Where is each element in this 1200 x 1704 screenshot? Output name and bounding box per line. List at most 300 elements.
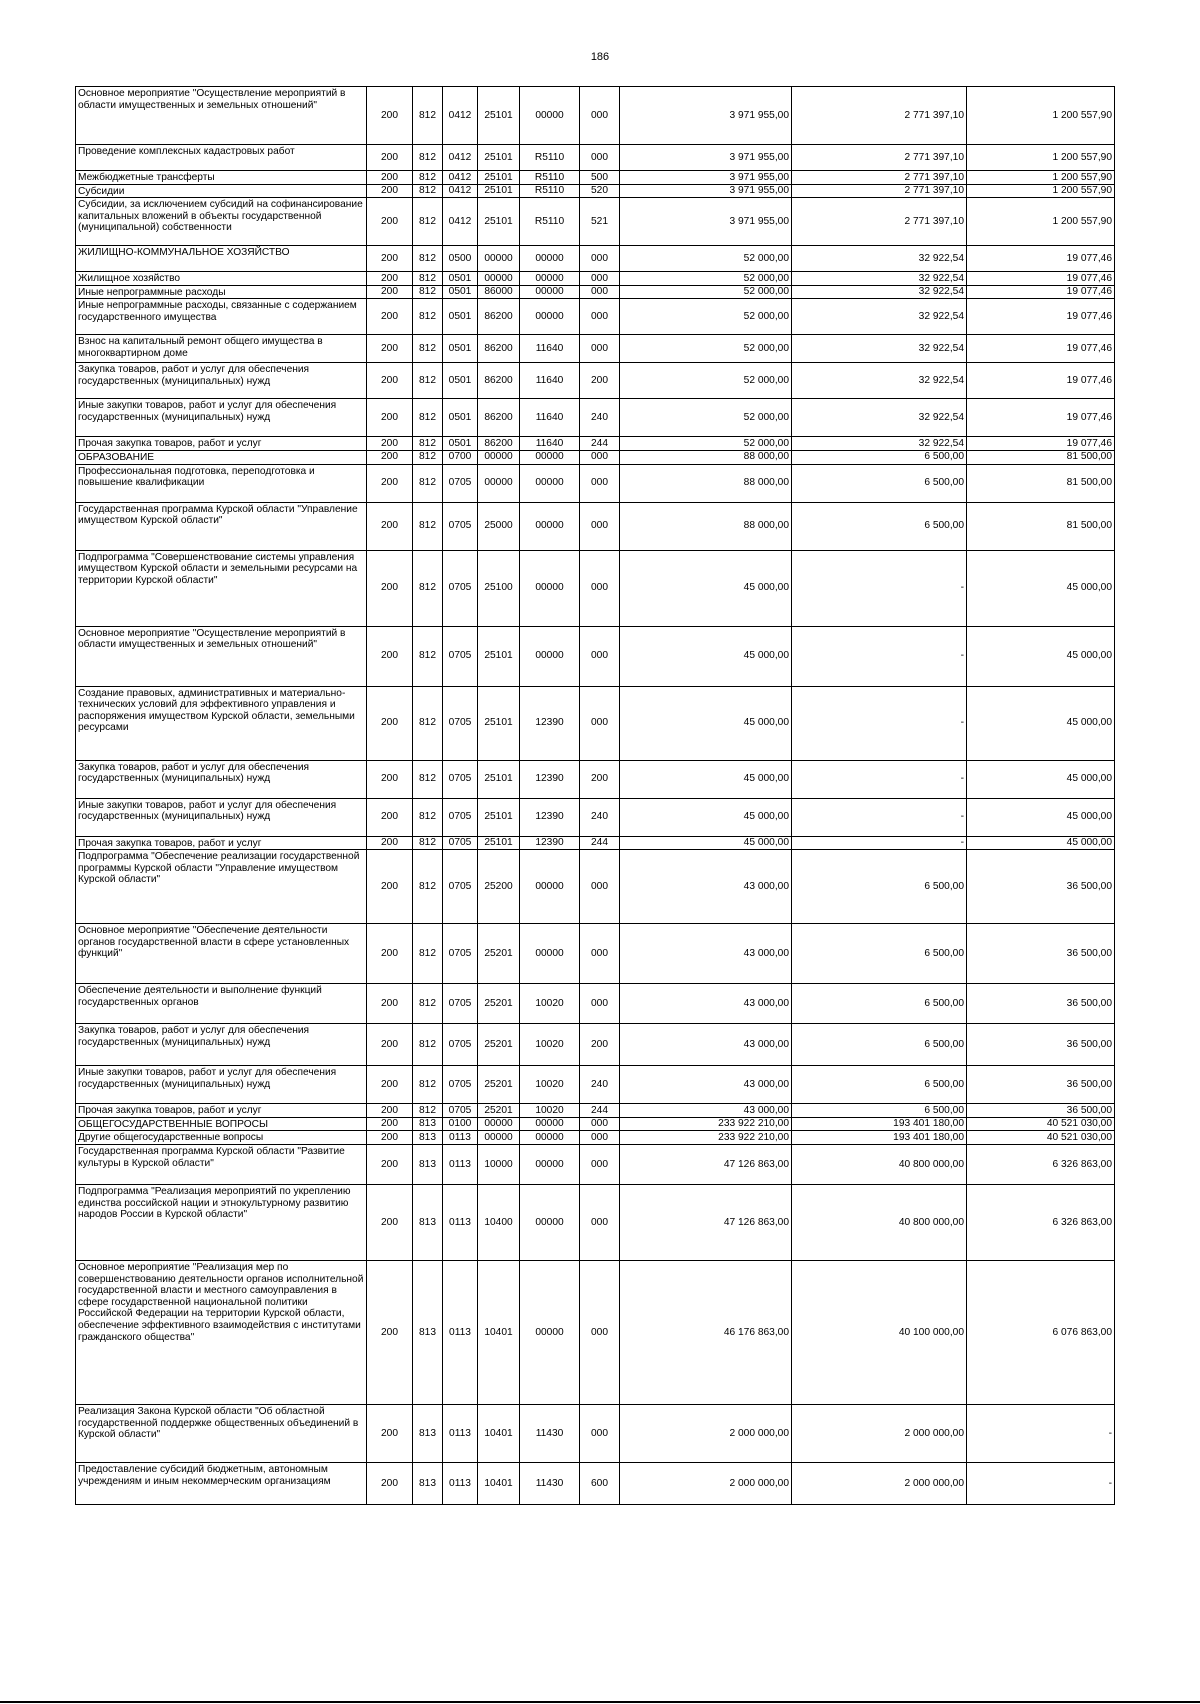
row-name: Подпрограмма "Обеспечение реализации государственной программы Курской области "Управление имуществом Курской области" [76,850,367,924]
code-expense-type: 000 [580,1260,620,1404]
amount-remainder: 45 000,00 [967,760,1115,798]
code-ministry: 812 [413,626,443,686]
amount-executed: 2 771 397,10 [792,171,967,185]
amount-plan: 3 971 955,00 [620,171,792,185]
amount-plan: 52 000,00 [620,399,792,437]
code-expense-type: 000 [580,626,620,686]
code-program: 10000 [478,1144,520,1184]
code-ministry: 813 [413,1404,443,1462]
amount-plan: 52 000,00 [620,285,792,299]
code-section: 0705 [443,984,478,1024]
code-direction: 00000 [520,924,580,984]
code-ministry: 812 [413,984,443,1024]
code-section: 0501 [443,335,478,363]
code-program: 25101 [478,626,520,686]
code-section: 0501 [443,399,478,437]
code-admin: 200 [367,984,413,1024]
table-row [76,1024,1115,1066]
code-program: 25101 [478,184,520,198]
amount-remainder: 36 500,00 [967,1066,1115,1104]
code-admin: 200 [367,1404,413,1462]
row-name: Субсидии [76,184,367,198]
code-expense-type: 244 [580,437,620,451]
code-program: 25101 [478,798,520,836]
table-row [76,1117,1115,1131]
code-ministry: 812 [413,450,443,464]
amount-plan: 45 000,00 [620,836,792,850]
code-expense-type: 000 [580,924,620,984]
table-row [76,184,1115,198]
code-program: 25101 [478,686,520,760]
code-admin: 200 [367,299,413,335]
code-admin: 200 [367,502,413,550]
code-expense-type: 000 [580,464,620,502]
table-row [76,798,1115,836]
code-expense-type: 000 [580,335,620,363]
amount-remainder: 6 326 863,00 [967,1184,1115,1260]
code-expense-type: 240 [580,798,620,836]
code-program: 25200 [478,850,520,924]
code-ministry: 813 [413,1260,443,1404]
amount-executed: 2 771 397,10 [792,184,967,198]
amount-remainder: 6 076 863,00 [967,1260,1115,1404]
table-row [76,1066,1115,1104]
code-section: 0705 [443,798,478,836]
code-direction: 00000 [520,1260,580,1404]
code-expense-type: 000 [580,550,620,626]
code-ministry: 812 [413,464,443,502]
table-row [76,836,1115,850]
table-row [76,1144,1115,1184]
amount-executed: 6 500,00 [792,850,967,924]
page-number: 186 [590,51,610,63]
amount-remainder: 19 077,46 [967,363,1115,399]
code-ministry: 812 [413,1024,443,1066]
code-program: 00000 [478,464,520,502]
amount-plan: 88 000,00 [620,502,792,550]
row-name: Государственная программа Курской области "Управление имуществом Курской области" [76,502,367,550]
code-section: 0705 [443,760,478,798]
row-name: ОБЩЕГОСУДАРСТВЕННЫЕ ВОПРОСЫ [76,1117,367,1131]
code-ministry: 812 [413,836,443,850]
code-direction: 11640 [520,363,580,399]
code-program: 10401 [478,1404,520,1462]
code-section: 0412 [443,145,478,171]
amount-plan: 52 000,00 [620,246,792,272]
code-admin: 200 [367,924,413,984]
code-ministry: 813 [413,1131,443,1145]
code-section: 0412 [443,87,478,145]
code-section: 0501 [443,437,478,451]
code-ministry: 812 [413,437,443,451]
code-program: 25101 [478,87,520,145]
amount-remainder: 19 077,46 [967,335,1115,363]
code-admin: 200 [367,550,413,626]
amount-executed: - [792,550,967,626]
code-direction: 11640 [520,399,580,437]
amount-remainder: 36 500,00 [967,1104,1115,1118]
code-ministry: 812 [413,299,443,335]
code-expense-type: 240 [580,1066,620,1104]
code-admin: 200 [367,1184,413,1260]
code-expense-type: 000 [580,850,620,924]
code-ministry: 812 [413,760,443,798]
code-direction: 00000 [520,502,580,550]
code-ministry: 813 [413,1117,443,1131]
code-expense-type: 000 [580,1184,620,1260]
code-admin: 200 [367,760,413,798]
amount-executed: - [792,626,967,686]
code-ministry: 813 [413,1462,443,1504]
code-program: 25201 [478,984,520,1024]
code-program: 10400 [478,1184,520,1260]
amount-executed: 40 800 000,00 [792,1144,967,1184]
code-admin: 200 [367,686,413,760]
code-ministry: 812 [413,184,443,198]
table-row [76,760,1115,798]
code-section: 0500 [443,246,478,272]
table-row [76,145,1115,171]
amount-plan: 3 971 955,00 [620,87,792,145]
code-direction: 11430 [520,1404,580,1462]
code-admin: 200 [367,246,413,272]
code-section: 0113 [443,1462,478,1504]
code-expense-type: 244 [580,836,620,850]
code-direction: R5110 [520,198,580,246]
code-expense-type: 000 [580,145,620,171]
code-direction: 11640 [520,335,580,363]
row-name: Основное мероприятие "Осуществление мероприятий в области имущественных и земельных отношений" [76,626,367,686]
amount-executed: 40 100 000,00 [792,1260,967,1404]
amount-remainder: 19 077,46 [967,272,1115,286]
amount-plan: 2 000 000,00 [620,1462,792,1504]
code-program: 00000 [478,450,520,464]
row-name: Прочая закупка товаров, работ и услуг [76,437,367,451]
code-ministry: 812 [413,198,443,246]
code-section: 0501 [443,299,478,335]
table-row [76,399,1115,437]
code-direction: 10020 [520,1024,580,1066]
code-program: 25100 [478,550,520,626]
amount-plan: 45 000,00 [620,686,792,760]
code-admin: 200 [367,399,413,437]
table-row [76,450,1115,464]
table-row [76,1131,1115,1145]
amount-executed: 2 000 000,00 [792,1462,967,1504]
code-expense-type: 000 [580,1117,620,1131]
code-section: 0705 [443,686,478,760]
code-expense-type: 000 [580,1144,620,1184]
table-row [76,850,1115,924]
code-program: 86200 [478,299,520,335]
amount-remainder: 81 500,00 [967,502,1115,550]
row-name: Субсидии, за исключением субсидий на софинансирование капитальных вложений в объекты государственной (муниципальной) собственности [76,198,367,246]
code-ministry: 812 [413,1104,443,1118]
amount-remainder: 45 000,00 [967,626,1115,686]
code-direction: 00000 [520,450,580,464]
code-section: 0412 [443,184,478,198]
code-direction: 00000 [520,1117,580,1131]
code-section: 0705 [443,502,478,550]
code-program: 25101 [478,760,520,798]
amount-plan: 43 000,00 [620,1024,792,1066]
table-row [76,686,1115,760]
row-name: Основное мероприятие "Осуществление мероприятий в области имущественных и земельных отношений" [76,87,367,145]
code-expense-type: 521 [580,198,620,246]
code-expense-type: 000 [580,502,620,550]
amount-plan: 52 000,00 [620,272,792,286]
code-expense-type: 000 [580,246,620,272]
code-ministry: 812 [413,171,443,185]
code-section: 0705 [443,550,478,626]
code-section: 0113 [443,1260,478,1404]
code-expense-type: 000 [580,686,620,760]
code-admin: 200 [367,1066,413,1104]
code-expense-type: 200 [580,760,620,798]
code-section: 0705 [443,1024,478,1066]
row-name: Прочая закупка товаров, работ и услуг [76,1104,367,1118]
amount-plan: 45 000,00 [620,798,792,836]
code-admin: 200 [367,145,413,171]
code-program: 25201 [478,1104,520,1118]
amount-executed: 32 922,54 [792,437,967,451]
code-direction: 00000 [520,285,580,299]
code-section: 0705 [443,924,478,984]
code-ministry: 812 [413,850,443,924]
code-direction: 11430 [520,1462,580,1504]
code-direction: 10020 [520,984,580,1024]
table-row [76,198,1115,246]
code-direction: 00000 [520,464,580,502]
code-section: 0705 [443,1104,478,1118]
code-program: 86200 [478,363,520,399]
amount-plan: 43 000,00 [620,1066,792,1104]
amount-remainder: 19 077,46 [967,285,1115,299]
amount-plan: 43 000,00 [620,1104,792,1118]
row-name: Подпрограмма "Совершенствование системы управления имуществом Курской области и земельными ресурсами на территории Курской области" [76,550,367,626]
code-ministry: 812 [413,145,443,171]
code-program: 25201 [478,1066,520,1104]
code-section: 0113 [443,1131,478,1145]
code-expense-type: 000 [580,1131,620,1145]
page-bottom-border [0,1701,1200,1703]
code-direction: 12390 [520,798,580,836]
code-expense-type: 000 [580,272,620,286]
code-program: 86200 [478,437,520,451]
table-row [76,464,1115,502]
code-section: 0412 [443,171,478,185]
amount-plan: 3 971 955,00 [620,198,792,246]
amount-executed: - [792,836,967,850]
amount-executed: 6 500,00 [792,1104,967,1118]
code-expense-type: 240 [580,399,620,437]
row-name: Реализация Закона Курской области "Об областной государственной поддержке общественных объединений в Курской области" [76,1404,367,1462]
code-section: 0705 [443,850,478,924]
table-row [76,246,1115,272]
code-section: 0705 [443,836,478,850]
code-admin: 200 [367,171,413,185]
amount-remainder: 19 077,46 [967,299,1115,335]
code-section: 0705 [443,464,478,502]
code-ministry: 812 [413,399,443,437]
code-direction: 00000 [520,550,580,626]
amount-executed: 32 922,54 [792,335,967,363]
amount-plan: 45 000,00 [620,760,792,798]
amount-plan: 88 000,00 [620,450,792,464]
code-direction: 00000 [520,1144,580,1184]
amount-remainder: 45 000,00 [967,686,1115,760]
code-program: 25101 [478,836,520,850]
code-admin: 200 [367,272,413,286]
code-program: 10401 [478,1260,520,1404]
amount-plan: 47 126 863,00 [620,1144,792,1184]
table-row [76,363,1115,399]
code-expense-type: 200 [580,363,620,399]
amount-executed: 6 500,00 [792,1066,967,1104]
amount-executed: 6 500,00 [792,924,967,984]
code-admin: 200 [367,198,413,246]
amount-plan: 46 176 863,00 [620,1260,792,1404]
row-name: Взнос на капитальный ремонт общего имущества в многоквартирном доме [76,335,367,363]
row-name: ЖИЛИЩНО-КОММУНАЛЬНОЕ ХОЗЯЙСТВО [76,246,367,272]
code-expense-type: 000 [580,299,620,335]
code-section: 0705 [443,1066,478,1104]
amount-remainder: 36 500,00 [967,1024,1115,1066]
row-name: Обеспечение деятельности и выполнение функций государственных органов [76,984,367,1024]
code-program: 86200 [478,335,520,363]
code-admin: 200 [367,1144,413,1184]
code-admin: 200 [367,184,413,198]
amount-remainder: 40 521 030,00 [967,1117,1115,1131]
amount-remainder: 6 326 863,00 [967,1144,1115,1184]
amount-plan: 233 922 210,00 [620,1117,792,1131]
amount-plan: 45 000,00 [620,550,792,626]
amount-executed: 32 922,54 [792,285,967,299]
code-direction: 00000 [520,299,580,335]
table-row [76,1462,1115,1504]
code-program: 25101 [478,198,520,246]
code-admin: 200 [367,1260,413,1404]
code-ministry: 812 [413,924,443,984]
code-program: 25201 [478,924,520,984]
code-section: 0412 [443,198,478,246]
amount-plan: 52 000,00 [620,299,792,335]
amount-remainder: 40 521 030,00 [967,1131,1115,1145]
code-section: 0100 [443,1117,478,1131]
amount-executed: - [792,686,967,760]
amount-executed: 6 500,00 [792,450,967,464]
code-expense-type: 000 [580,87,620,145]
row-name: ОБРАЗОВАНИЕ [76,450,367,464]
code-expense-type: 500 [580,171,620,185]
row-name: Проведение комплексных кадастровых работ [76,145,367,171]
code-ministry: 812 [413,550,443,626]
table-row [76,171,1115,185]
row-name: Иные закупки товаров, работ и услуг для обеспечения государственных (муниципальных) нужд [76,798,367,836]
amount-remainder: 81 500,00 [967,464,1115,502]
amount-plan: 43 000,00 [620,984,792,1024]
code-admin: 200 [367,464,413,502]
code-direction: 00000 [520,272,580,286]
code-direction: 00000 [520,850,580,924]
amount-plan: 3 971 955,00 [620,184,792,198]
code-section: 0501 [443,272,478,286]
amount-plan: 52 000,00 [620,437,792,451]
code-admin: 200 [367,1462,413,1504]
table-row [76,502,1115,550]
amount-remainder: 36 500,00 [967,984,1115,1024]
amount-executed: 193 401 180,00 [792,1117,967,1131]
code-admin: 200 [367,1117,413,1131]
row-name: Создание правовых, административных и материально-технических условий для эффективного управления и распоряжения имуществом Курской области, земельными ресурсами [76,686,367,760]
code-ministry: 812 [413,272,443,286]
code-direction: 00000 [520,246,580,272]
amount-remainder: 36 500,00 [967,924,1115,984]
code-admin: 200 [367,87,413,145]
row-name: Жилищное хозяйство [76,272,367,286]
code-section: 0501 [443,363,478,399]
code-program: 25201 [478,1024,520,1066]
row-name: Закупка товаров, работ и услуг для обеспечения государственных (муниципальных) нужд [76,1024,367,1066]
code-section: 0113 [443,1404,478,1462]
table-row [76,1404,1115,1462]
code-program: 86000 [478,285,520,299]
code-direction: 00000 [520,626,580,686]
table-row [76,299,1115,335]
code-admin: 200 [367,798,413,836]
code-direction: 12390 [520,760,580,798]
code-ministry: 812 [413,502,443,550]
code-ministry: 812 [413,87,443,145]
code-admin: 200 [367,1104,413,1118]
table-row [76,984,1115,1024]
amount-remainder: 45 000,00 [967,836,1115,850]
code-admin: 200 [367,285,413,299]
code-direction: 00000 [520,1131,580,1145]
code-ministry: 812 [413,285,443,299]
code-direction: 00000 [520,1184,580,1260]
code-direction: 12390 [520,686,580,760]
code-expense-type: 000 [580,1404,620,1462]
code-section: 0501 [443,285,478,299]
amount-executed: 32 922,54 [792,246,967,272]
table-row [76,626,1115,686]
amount-executed: 6 500,00 [792,464,967,502]
amount-plan: 3 971 955,00 [620,145,792,171]
code-expense-type: 000 [580,285,620,299]
row-name: Основное мероприятие "Обеспечение деятельности органов государственной власти в сфере установленных функций" [76,924,367,984]
code-program: 00000 [478,272,520,286]
amount-executed: 193 401 180,00 [792,1131,967,1145]
amount-executed: - [792,798,967,836]
amount-plan: 52 000,00 [620,363,792,399]
amount-plan: 45 000,00 [620,626,792,686]
amount-executed: - [792,760,967,798]
table-row [76,1260,1115,1404]
amount-remainder: 19 077,46 [967,399,1115,437]
row-name: Прочая закупка товаров, работ и услуг [76,836,367,850]
code-expense-type: 600 [580,1462,620,1504]
code-direction: R5110 [520,145,580,171]
amount-executed: 32 922,54 [792,299,967,335]
amount-plan: 233 922 210,00 [620,1131,792,1145]
amount-remainder: 19 077,46 [967,246,1115,272]
code-program: 25101 [478,171,520,185]
amount-plan: 2 000 000,00 [620,1404,792,1462]
code-ministry: 812 [413,1066,443,1104]
code-section: 0113 [443,1144,478,1184]
code-ministry: 812 [413,686,443,760]
